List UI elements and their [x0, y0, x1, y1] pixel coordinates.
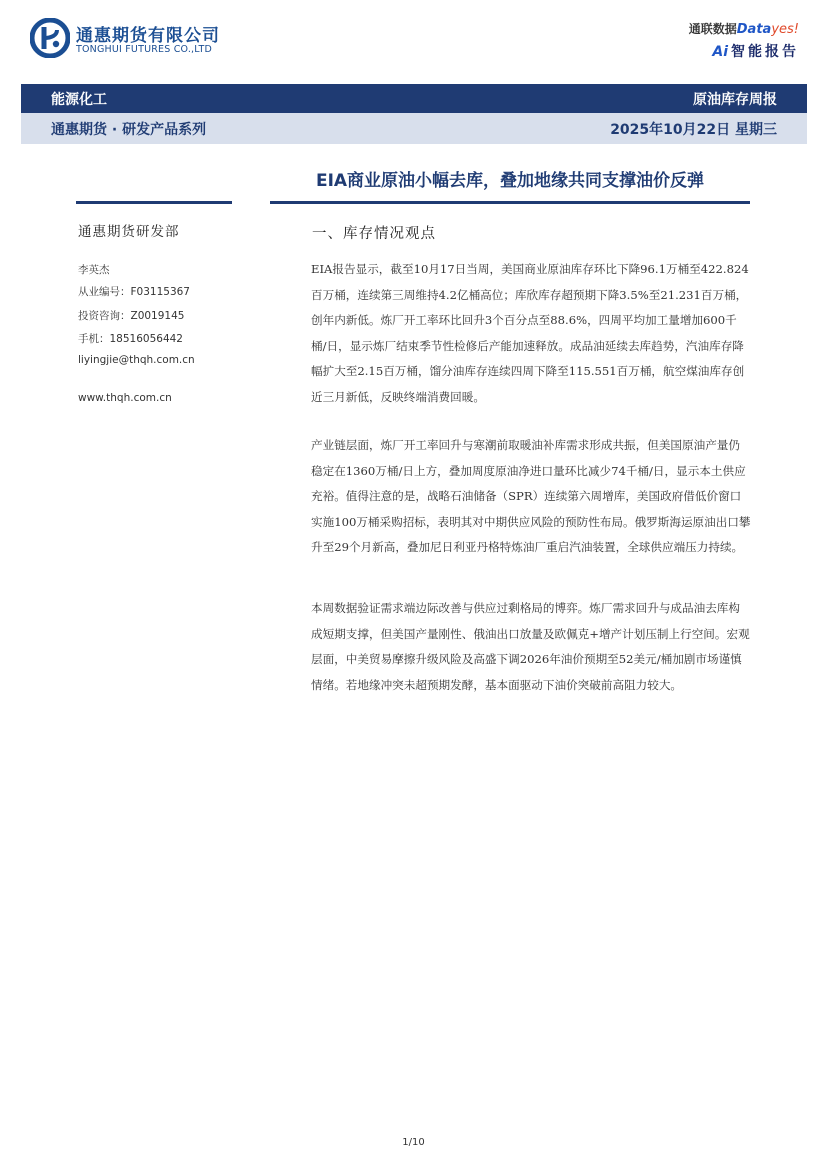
brand-prefix: 通联数据 [688, 22, 737, 36]
datayes-logo [689, 20, 799, 37]
company-name-cn: 通惠期货有限公司 [76, 26, 220, 46]
company-name-en: TONGHUI FUTURES CO.,LTD [76, 44, 212, 55]
phone-number: 手机：18516056442 [78, 333, 183, 345]
paragraph: 本周数据验证需求端边际改善与供应过剩格局的博弈。炼厂需求回升与成品油去库构成短期支撑，但美国产量刚性、俄油出口放量及欧佩克+增产计划压制上行空间。宏观层面，中美贸易摩擦升级风险及高盛下调2026年油价预期至52美元/桶加剧市场谨慎情绪。若地缘冲突未超预期发酵，基本面驱动下油价突破前高阻力较大。 [311, 601, 750, 692]
brand-data: Data [736, 22, 772, 37]
report-type-label: 原油库存周报 [693, 91, 777, 108]
report-date: 2025年10月22日 星期三 [610, 121, 777, 138]
title-divider [270, 201, 750, 204]
section-heading: 一、库存情况观点 [312, 226, 436, 242]
paragraph: EIA报告显示，截至10月17日当周，美国商业原油库存环比下降96.1万桶至422.824百万桶，连续第三周维持4.2亿桶高位；库欣库存超预期下降3.5%至21.231百万桶，创年内新低。炼厂开工率环比回升3个百分点至88.6%，四周平均加工量增加600千桶/日，显示炼厂结束季节性检修后产能加速释放。成品油延续去库趋势，汽油库存降幅扩大至2.15百万桶，馏分油库存连续四周下降至115.551百万桶，航空煤油库存创近三月新低，反映终端消费回暖。 [311, 262, 749, 404]
email-link[interactable]: liyingjie@thqh.com.cn [78, 354, 195, 366]
datayes-brand [649, 20, 799, 62]
consulting-number: 投资咨询：Z0019145 [78, 310, 185, 322]
certificate-number: 从业编号：F03115367 [78, 286, 190, 298]
header-bar-secondary [21, 113, 807, 144]
brand-yes: yes! [771, 22, 799, 37]
company-logo-icon [30, 18, 70, 58]
author-name: 李英杰 [78, 264, 110, 276]
header-bar-primary [21, 84, 807, 113]
ai-icon: Ai [712, 44, 728, 60]
series-label: 通惠期货 · 研发产品系列 [51, 121, 207, 138]
ai-report-text: 智能报告 [731, 44, 799, 60]
website-link[interactable]: www.thqh.com.cn [78, 392, 172, 404]
author-sidebar [78, 220, 258, 404]
company-logo [30, 18, 260, 62]
page-number: 1/10 [402, 1137, 425, 1148]
department-name: 通惠期货研发部 [78, 224, 180, 240]
sector-label: 能源化工 [51, 91, 107, 108]
ai-report-label [712, 41, 799, 61]
paragraph: 产业链层面，炼厂开工率回升与寒潮前取暖油补库需求形成共振，但美国原油产量仍稳定在1360万桶/日上方，叠加周度原油净进口量环比减少74千桶/日，显示本土供应充裕。值得注意的是，战略石油储备（SPR）连续第六周增库，美国政府借低价窗口实施100万桶采购招标，表明其对中期供应风险的预防性布局。俄罗斯海运原油出口攀升至29个月新高，叠加尼日利亚丹格特炼油厂重启汽油装置，全球供应端压力持续。 [311, 438, 751, 555]
report-title: EIA商业原油小幅去库，叠加地缘共同支撑油价反弹 [315, 171, 705, 191]
sidebar-divider [76, 201, 232, 204]
